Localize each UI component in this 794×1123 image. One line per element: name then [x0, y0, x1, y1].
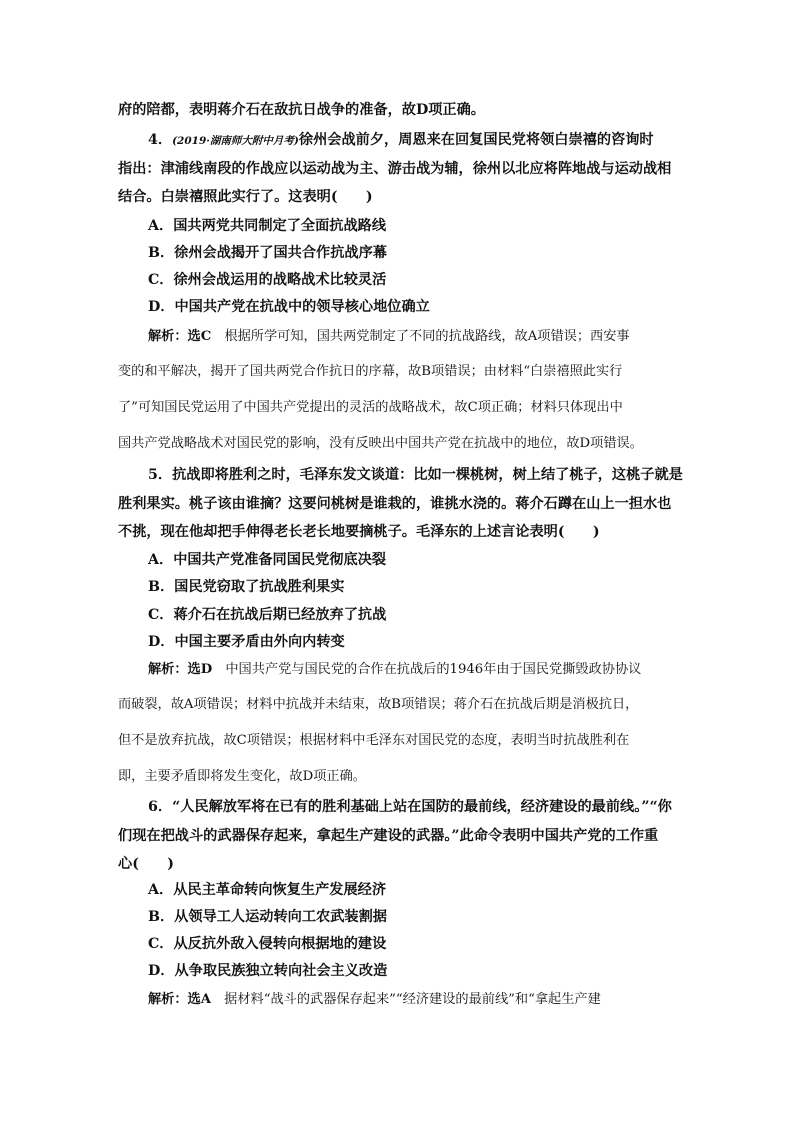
question-5-line-2: 胜利果实。桃子该由谁摘？这要问桃树是谁栽的，谁挑水浇的。蒋介石蹲在山上一担水也: [118, 496, 672, 512]
question-5-option-d: D．中国主要矛盾由外向内转变: [148, 634, 345, 650]
question-5-line-1: [148, 465, 683, 485]
question-6-text-1: “人民解放军将在已有的胜利基础上站在国防的最前线，经济建设的最前线。”“你: [172, 799, 672, 815]
question-4-number: 4．: [148, 132, 173, 148]
question-4-line-1: [148, 130, 654, 151]
question-5-answer-label: 解析：选D: [148, 662, 213, 677]
question-4-option-a: A．国共两党共同制定了全面抗战路线: [148, 218, 387, 234]
question-6-option-c: C．从反抗外敌入侵转向根据地的建设: [148, 936, 387, 952]
question-6-answer-label: 解析：选A: [148, 992, 211, 1007]
question-6-line-1: [148, 797, 672, 817]
question-6-option-d: D．从争取民族独立转向社会主义改造: [148, 963, 388, 979]
question-6-explanation-text-1: 据材料“战斗的武器保存起来”“经济建设的最前线”和“拿起生产建: [224, 992, 601, 1007]
question-4-line-2: 指出：津浦线南段的作战应以运动战为主、游击战为辅，徐州以北应将阵地战与运动战相: [118, 161, 672, 177]
question-4-text-1: 徐州会战前夕，周恩来在回复国民党将领白崇禧的咨询时: [298, 132, 654, 148]
question-5-explanation-line-4: 即，主要矛盾即将发生变化，故D项正确。: [118, 769, 366, 784]
question-4-line-3: 结合。白崇禧照此实行了。这表明( ): [118, 189, 373, 205]
question-6-line-3: 心( ): [118, 856, 174, 872]
question-5-option-a: A．中国共产党准备同国民党彻底决裂: [148, 552, 387, 568]
question-6-line-2: 们现在把战斗的武器保存起来，拿起生产建设的武器。”此命令表明中国共产党的工作重: [118, 828, 659, 844]
question-6-option-b: B．从领导工人运动转向工农武装割据: [148, 909, 387, 925]
question-5-option-c: C．蒋介石在抗战后期已经放弃了抗战: [148, 607, 387, 623]
question-4-explanation-line-4: 国共产党战略战术对国民党的影响，没有反映出中国共产党在抗战中的地位，故D项错误。: [118, 436, 643, 451]
question-4-option-b: B．徐州会战揭开了国共合作抗战序幕: [148, 245, 387, 261]
question-4-explanation-line-3: 了”可知国民党运用了中国共产党提出的灵活的战略战术，故C项正确；材料只体现出中: [118, 400, 623, 415]
question-5-text-1: 抗战即将胜利之时，毛泽东发文谈道：比如一棵桃树，树上结了桃子，这桃子就是: [172, 467, 683, 483]
question-5-explanation-line-2: 而破裂，故A项错误；材料中抗战并未结束，故B项错误；蒋介石在抗战后期是消极抗日，: [118, 697, 639, 712]
question-5-explanation-line-1: [148, 660, 641, 680]
question-6-number: 6．: [148, 799, 173, 815]
question-5-line-3: 不挑，现在他却把手伸得老长老长地要摘桃子。毛泽东的上述言论表明( ): [118, 524, 600, 540]
question-4-explanation-line-1: [148, 327, 630, 347]
question-5-explanation-text-1: 中国共产党与国民党的合作在抗战后的1946年由于国民党撕毁政协协议: [225, 662, 642, 677]
question-4-explanation-line-2: 变的和平解决，揭开了国共两党合作抗日的序幕，故B项错误；由材料“白崇禧照此实行: [118, 364, 623, 379]
question-4-option-d: D．中国共产党在抗战中的领导核心地位确立: [148, 299, 430, 315]
question-5-option-b: B．国民党窃取了抗战胜利果实: [148, 579, 345, 595]
question-6-option-a: A．从民主革命转向恢复生产发展经济: [148, 882, 387, 898]
question-5-explanation-line-3: 但不是放弃抗战，故C项错误；根据材料中毛泽东对国民党的态度，表明当时抗战胜利在: [118, 733, 630, 748]
question-4-explanation-text-1: 根据所学可知，国共两党制定了不同的抗战路线，故A项错误；西安事: [224, 329, 630, 344]
top-line: 府的陪都，表明蒋介石在敌抗日战争的准备，故D项正确。: [118, 102, 485, 118]
question-4-option-c: C．徐州会战运用的战略战术比较灵活: [148, 272, 387, 288]
question-4-source: (2019·湖南师大附中月考): [172, 135, 299, 147]
question-5-number: 5．: [148, 467, 173, 483]
question-4-answer-label: 解析：选C: [148, 329, 212, 344]
question-6-explanation-line-1: [148, 990, 601, 1010]
